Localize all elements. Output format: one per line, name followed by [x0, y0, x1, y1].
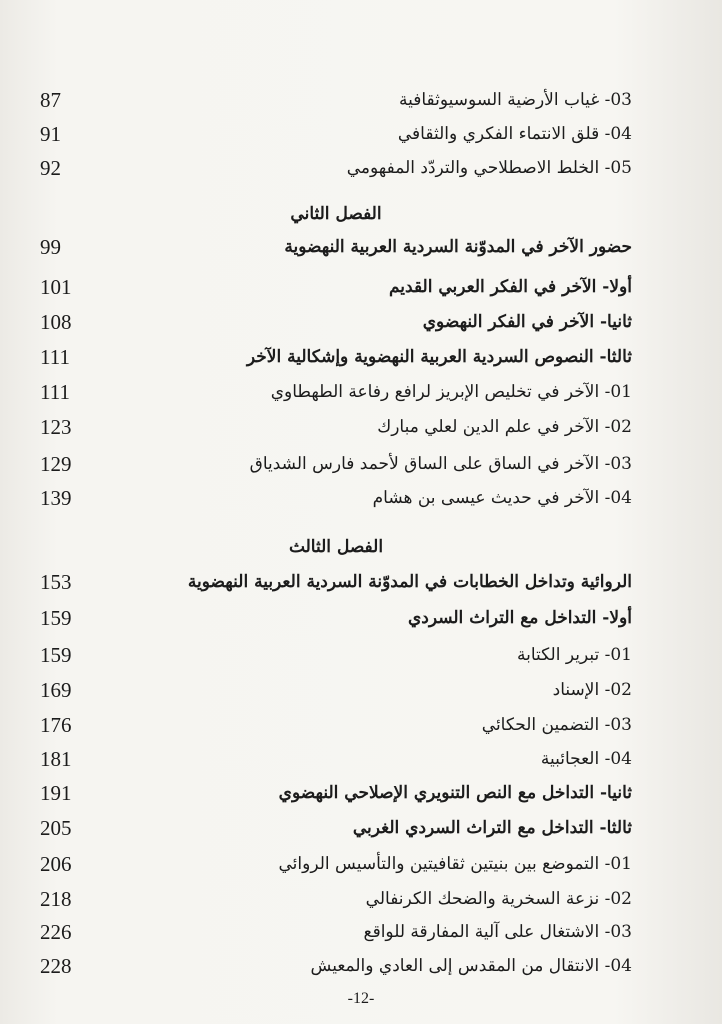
toc-entry: [40, 343, 632, 371]
entry-title: 03- الاشتغال على آلية المفارقة للواقع: [363, 922, 632, 942]
entry-page: 92: [40, 156, 61, 180]
entry-page: 228: [40, 954, 72, 978]
entry-title: أولا- الآخر في الفكر العربي القديم: [388, 277, 632, 297]
entry-title: 01- الآخر في تخليص الإبريز لرافع رفاعة الطهطاوي: [270, 382, 632, 402]
chapter-heading: الفصل الثاني: [290, 204, 382, 224]
toc-entry: [40, 273, 632, 301]
toc-entry: [40, 711, 632, 739]
entry-title: 02- الآخر في علم الدين لعلي مبارك: [377, 417, 632, 437]
entry-page: 191: [40, 781, 72, 805]
entry-page: 159: [40, 643, 72, 667]
chapter-title: حضور الآخر في المدوّنة السردية العربية النهضوية: [284, 237, 632, 257]
entry-title: ثالثا- النصوص السردية العربية النهضوية وإشكالية الآخر: [246, 347, 632, 367]
entry-page: 91: [40, 122, 61, 146]
entry-page: 153: [40, 570, 72, 594]
entry-page: 99: [40, 235, 61, 259]
entry-title: ثانيا- الآخر في الفكر النهضوي: [422, 312, 632, 332]
entry-page: 123: [40, 415, 72, 439]
toc-entry: [40, 745, 632, 773]
toc-entry: [40, 676, 632, 704]
entry-title: 01- التموضع بين بنيتين ثقافيتين والتأسيس الروائي: [278, 854, 632, 874]
toc-entry: [40, 378, 632, 406]
entry-page: 169: [40, 678, 72, 702]
entry-title: 01- تبرير الكتابة: [517, 645, 632, 665]
toc-entry: [40, 413, 632, 441]
toc-entry: [40, 814, 632, 842]
entry-title: 03- الآخر في الساق على الساق لأحمد فارس الشدياق: [249, 454, 632, 474]
chapter-heading: الفصل الثالث: [288, 537, 384, 557]
entry-page: 129: [40, 452, 72, 476]
toc-entry: [40, 918, 632, 946]
toc-entry: [40, 450, 632, 478]
chapter-title: الروائية وتداخل الخطابات في المدوّنة السردية العربية النهضوية: [187, 572, 632, 592]
entry-page: 108: [40, 310, 72, 334]
entry-page: 87: [40, 88, 61, 112]
entry-page: 218: [40, 887, 72, 911]
entry-page: 159: [40, 606, 72, 630]
entry-page: 226: [40, 920, 72, 944]
toc-entry: [40, 641, 632, 669]
entry-page: 176: [40, 713, 72, 737]
entry-title: 03- غياب الأرضية السوسيوثقافية: [399, 90, 632, 110]
toc-entry: [40, 308, 632, 336]
entry-page: 181: [40, 747, 72, 771]
entry-title: 02- الإسناد: [552, 680, 632, 700]
entry-page: 205: [40, 816, 72, 840]
entry-title: أولا- التداخل مع التراث السردي: [407, 608, 632, 628]
toc-entry: [40, 604, 632, 632]
entry-page: 111: [40, 345, 70, 369]
toc-entry: [40, 779, 632, 807]
entry-title: ثانيا- التداخل مع النص التنويري الإصلاحي النهضوي: [278, 783, 632, 803]
entry-title: ثالثا- التداخل مع التراث السردي الغربي: [352, 818, 632, 838]
chapter-title-entry: [40, 568, 632, 596]
toc-entry: [40, 154, 632, 182]
toc-entry: [40, 952, 632, 980]
toc-entry: [40, 120, 632, 148]
toc-entry: [40, 850, 632, 878]
page-number: -12-: [347, 990, 375, 1007]
entry-title: 04- العجائبية: [540, 749, 632, 769]
chapter-title-entry: [40, 233, 632, 261]
entry-page: 139: [40, 486, 72, 510]
entry-title: 04- الانتقال من المقدس إلى العادي والمعيش: [310, 956, 632, 976]
entry-page: 111: [40, 380, 70, 404]
entry-title: 02- نزعة السخرية والضحك الكرنفالي: [365, 889, 632, 909]
toc-entry: [40, 885, 632, 913]
entry-title: 05- الخلط الاصطلاحي والتردّد المفهومي: [346, 158, 632, 178]
entry-page: 206: [40, 852, 72, 876]
toc-entry: [40, 86, 632, 114]
entry-title: 03- التضمين الحكائي: [481, 715, 632, 735]
entry-title: 04- قلق الانتماء الفكري والثقافي: [397, 124, 632, 144]
entry-title: 04- الآخر في حديث عيسى بن هشام: [372, 488, 632, 508]
toc-entry: [40, 484, 632, 512]
entry-page: 101: [40, 275, 72, 299]
